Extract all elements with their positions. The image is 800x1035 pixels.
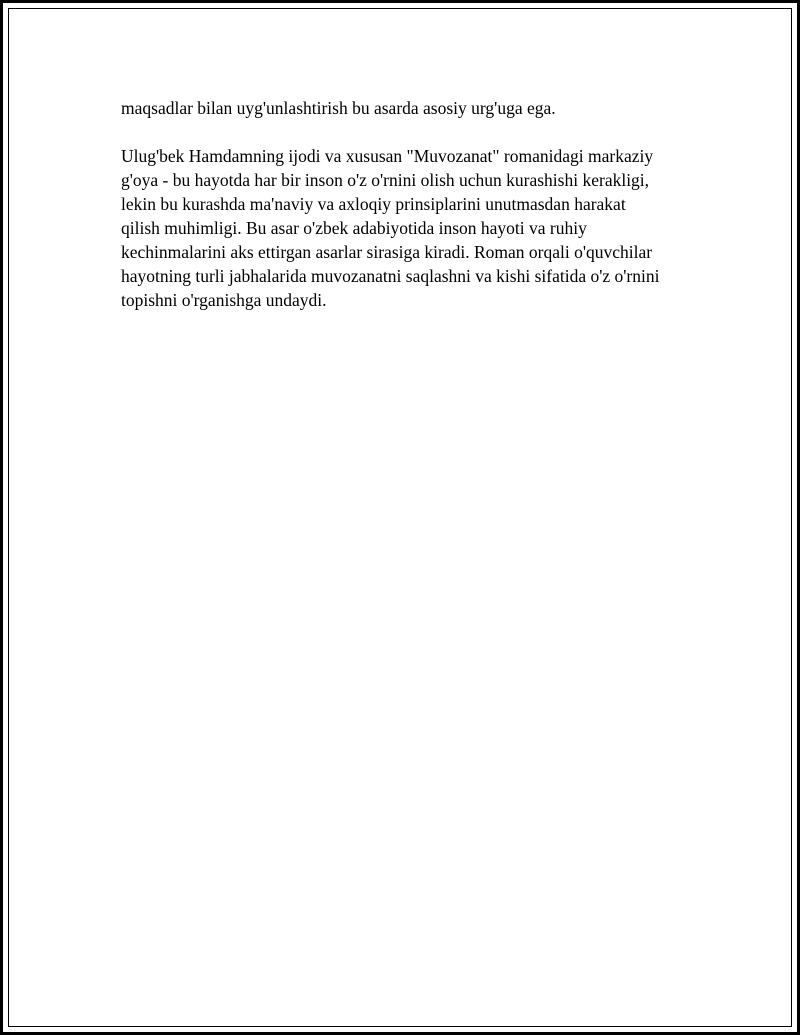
document-body xyxy=(121,96,701,312)
paragraph-main: Ulug'bek Hamdamning ijodi va xususan "Muvozanat" romanidagi markaziy g'oya - bu hayotda har bir inson o'z o'rnini olish uchun kurashishi kerakligi, lekin bu kurashda ma'naviy va axloqiy prinsiplarini unutmasdan harakat qilish muhimligi. Bu asar o'zbek adabiyotida inson hayoti va ruhiy kechinmalarini aks ettirgan asarlar sirasiga kiradi. Roman orqali o'quvchilar hayotning turli jabhalarida muvozanatni saqlashni va kishi sifatida o'z o'rnini topishni o'rganishga undaydi. xyxy=(121,146,660,310)
paragraph-continuation: maqsadlar bilan uyg'unlashtirish bu asarda asosiy urg'uga ega. xyxy=(121,98,556,118)
